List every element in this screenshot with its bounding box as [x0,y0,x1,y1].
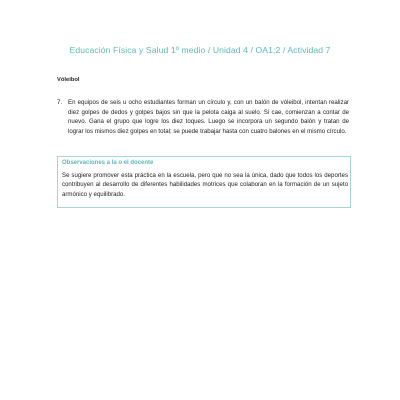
page-header: Educación Física y Salud 1º medio / Unidad 4 / OA1;2 / Actividad 7 [69,45,331,55]
activity-number: 7. [57,99,63,106]
teacher-notes-box [57,156,351,208]
teacher-notes-title: Observaciones a la o el docente [62,160,154,166]
activity-text: En equipos de seis u ocho estudiantes forman un círculo y, con un balón de vóleibol, intentan realizar diez golpes de dedos y golpes bajos sin que la pelota caiga al suelo. Si cae, comienzan a contar de nuevo. Gana el grupo que logre los diez toques. Luego se incorpora un segundo balón y tratan de lograr los mismos diez golpes en total; se puede trabajar hasta con cuatro balones en el mismo círculo. [68,99,349,135]
teacher-notes-text: Se sugiere promover esta práctica en la escuela, pero que no sea la única, dado que todos los deportes contribuyen al desarrollo de diferentes habilidades motrices que colaboran en la formación de un sujeto armónico y equilibrado. [62,172,348,198]
activity-item [57,98,349,136]
section-title: Vóleibol [57,77,80,83]
